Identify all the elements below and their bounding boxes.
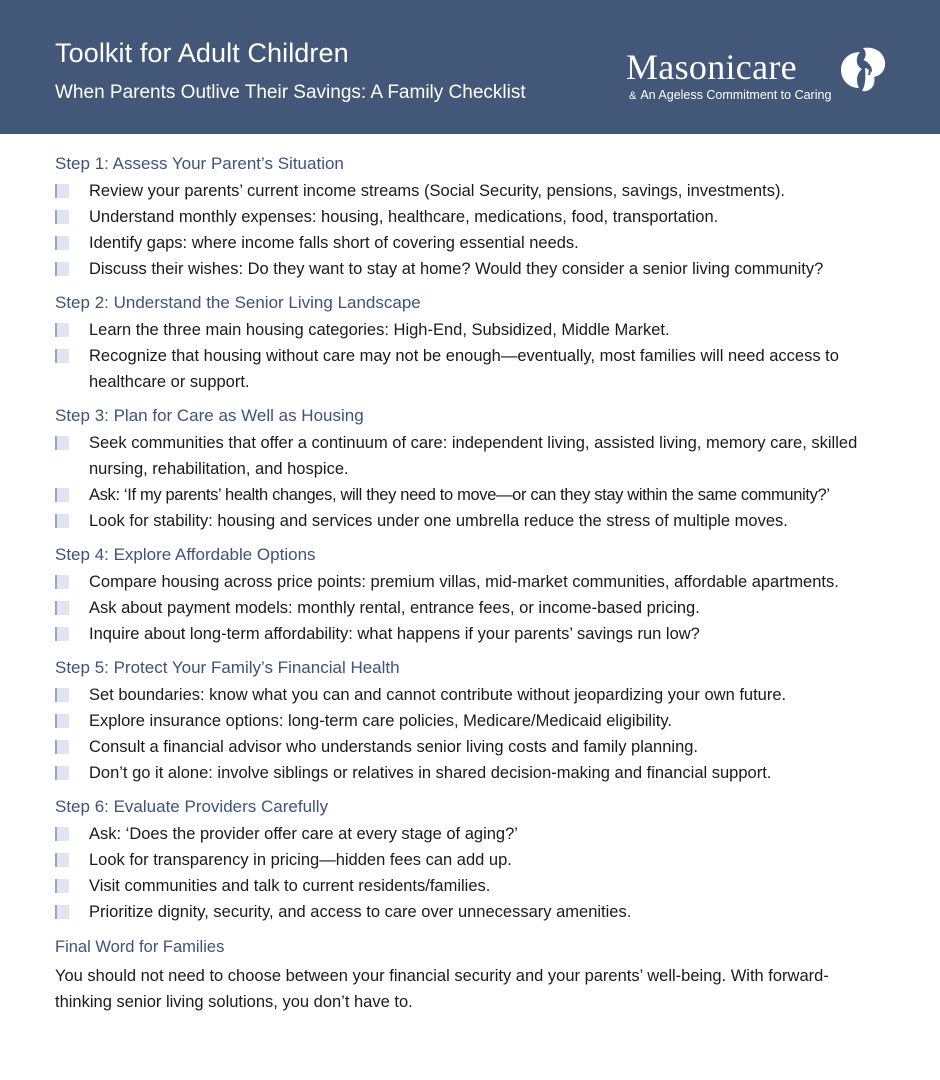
step-2-section (55, 291, 900, 395)
checklist-item (55, 682, 900, 708)
checkbox[interactable] (55, 262, 69, 276)
logo-tagline-text: An Ageless Commitment to Caring (640, 88, 832, 102)
checklist-item (55, 430, 900, 482)
page-subtitle: When Parents Outlive Their Savings: A Family Checklist (55, 82, 526, 103)
step-heading: Step 4: Explore Affordable Options (55, 545, 316, 564)
step-3-section (55, 404, 900, 534)
item-text: Inquire about long-term affordability: what happens if your parents’ savings run low? (89, 625, 700, 643)
checklist-item (55, 847, 900, 873)
checklist-item (55, 595, 900, 621)
checklist-item (55, 621, 900, 647)
checklist-item (55, 569, 900, 595)
item-text: Look for stability: housing and services under one umbrella reduce the stress of multiple moves. (89, 512, 788, 530)
item-text: Look for transparency in pricing—hidden fees can add up. (89, 851, 512, 869)
checkbox[interactable] (55, 436, 69, 450)
item-text: Ask: ‘Does the provider offer care at every stage of aging?’ (89, 825, 518, 843)
item-text: Explore insurance options: long-term care policies, Medicare/Medicaid eligibility. (89, 712, 672, 730)
item-text: Recognize that housing without care may not be enough—eventually, most families will need access to healthcare or support. (89, 347, 839, 391)
logo-tagline (629, 88, 831, 102)
step-6-section (55, 795, 900, 925)
item-text: Set boundaries: know what you can and cannot contribute without jeopardizing your own future. (89, 686, 787, 704)
checklist-item (55, 204, 900, 230)
checklist-item (55, 821, 900, 847)
checkbox[interactable] (55, 184, 69, 198)
checklist-item (55, 508, 900, 534)
checkbox[interactable] (55, 627, 69, 641)
leaf-logo-icon (836, 44, 890, 94)
page-title: Toolkit for Adult Children (55, 38, 349, 68)
checklist-item (55, 256, 900, 282)
checklist-item (55, 708, 900, 734)
step-heading: Step 5: Protect Your Family’s Financial Health (55, 658, 400, 677)
item-text: Don’t go it alone: involve siblings or relatives in shared decision-making and financial support. (89, 764, 772, 782)
checklist-item (55, 343, 900, 395)
checkbox[interactable] (55, 601, 69, 615)
step-1-section (55, 152, 900, 282)
item-text: Prioritize dignity, security, and access to care over unnecessary amenities. (89, 903, 632, 921)
masonic-emblem-icon: & (629, 90, 637, 102)
checkbox[interactable] (55, 349, 69, 363)
step-heading: Step 1: Assess Your Parent’s Situation (55, 154, 344, 173)
step-5-section (55, 656, 900, 786)
logo-name: Masonicare (626, 47, 797, 87)
checkbox[interactable] (55, 688, 69, 702)
step-heading: Step 6: Evaluate Providers Carefully (55, 797, 329, 816)
checklist-item (55, 873, 900, 899)
masonicare-logo (626, 44, 896, 106)
checkbox[interactable] (55, 714, 69, 728)
final-word-heading: Final Word for Families (55, 938, 225, 956)
item-text: Consult a financial advisor who understands senior living costs and family planning. (89, 738, 699, 756)
checkbox[interactable] (55, 236, 69, 250)
step-4-section (55, 543, 900, 647)
item-text: Ask about payment models: monthly rental, entrance fees, or income-based pricing. (89, 599, 700, 617)
checkbox[interactable] (55, 853, 69, 867)
header-banner (0, 0, 940, 134)
item-text: Review your parents’ current income streams (Social Security, pensions, savings, investments). (89, 182, 786, 200)
step-heading: Step 3: Plan for Care as Well as Housing (55, 406, 364, 425)
checkbox[interactable] (55, 905, 69, 919)
checkbox[interactable] (55, 323, 69, 337)
checkbox[interactable] (55, 575, 69, 589)
checklist-item (55, 178, 900, 204)
checklist-item (55, 317, 900, 343)
item-text: Understand monthly expenses: housing, healthcare, medications, food, transportation. (89, 208, 719, 226)
final-word-text: You should not need to choose between your financial security and your parents’ well-being. With forward-thinking senior living solutions, you don’t have to. (55, 967, 829, 1011)
checkbox[interactable] (55, 766, 69, 780)
checklist-item (55, 482, 900, 508)
checkbox[interactable] (55, 488, 69, 502)
item-text: Ask: ‘If my parents’ health changes, will they need to move—or can they stay within the same community?’ (89, 486, 830, 504)
item-text: Seek communities that offer a continuum of care: independent living, assisted living, memory care, skilled nursing, rehabilitation, and hospice. (89, 434, 858, 478)
checkbox[interactable] (55, 740, 69, 754)
item-text: Identify gaps: where income falls short of covering essential needs. (89, 234, 579, 252)
checkbox[interactable] (55, 827, 69, 841)
item-text: Discuss their wishes: Do they want to stay at home? Would they consider a senior living community? (89, 260, 824, 278)
step-heading: Step 2: Understand the Senior Living Landscape (55, 293, 421, 312)
checkbox[interactable] (55, 514, 69, 528)
checklist-content (55, 152, 900, 1015)
checklist-item (55, 760, 900, 786)
checkbox[interactable] (55, 210, 69, 224)
checklist-item (55, 230, 900, 256)
item-text: Compare housing across price points: premium villas, mid-market communities, affordable apartments. (89, 573, 839, 591)
checklist-item (55, 899, 900, 925)
checkbox[interactable] (55, 879, 69, 893)
checklist-item (55, 734, 900, 760)
item-text: Learn the three main housing categories: High-End, Subsidized, Middle Market. (89, 321, 670, 339)
item-text: Visit communities and talk to current residents/families. (89, 877, 491, 895)
